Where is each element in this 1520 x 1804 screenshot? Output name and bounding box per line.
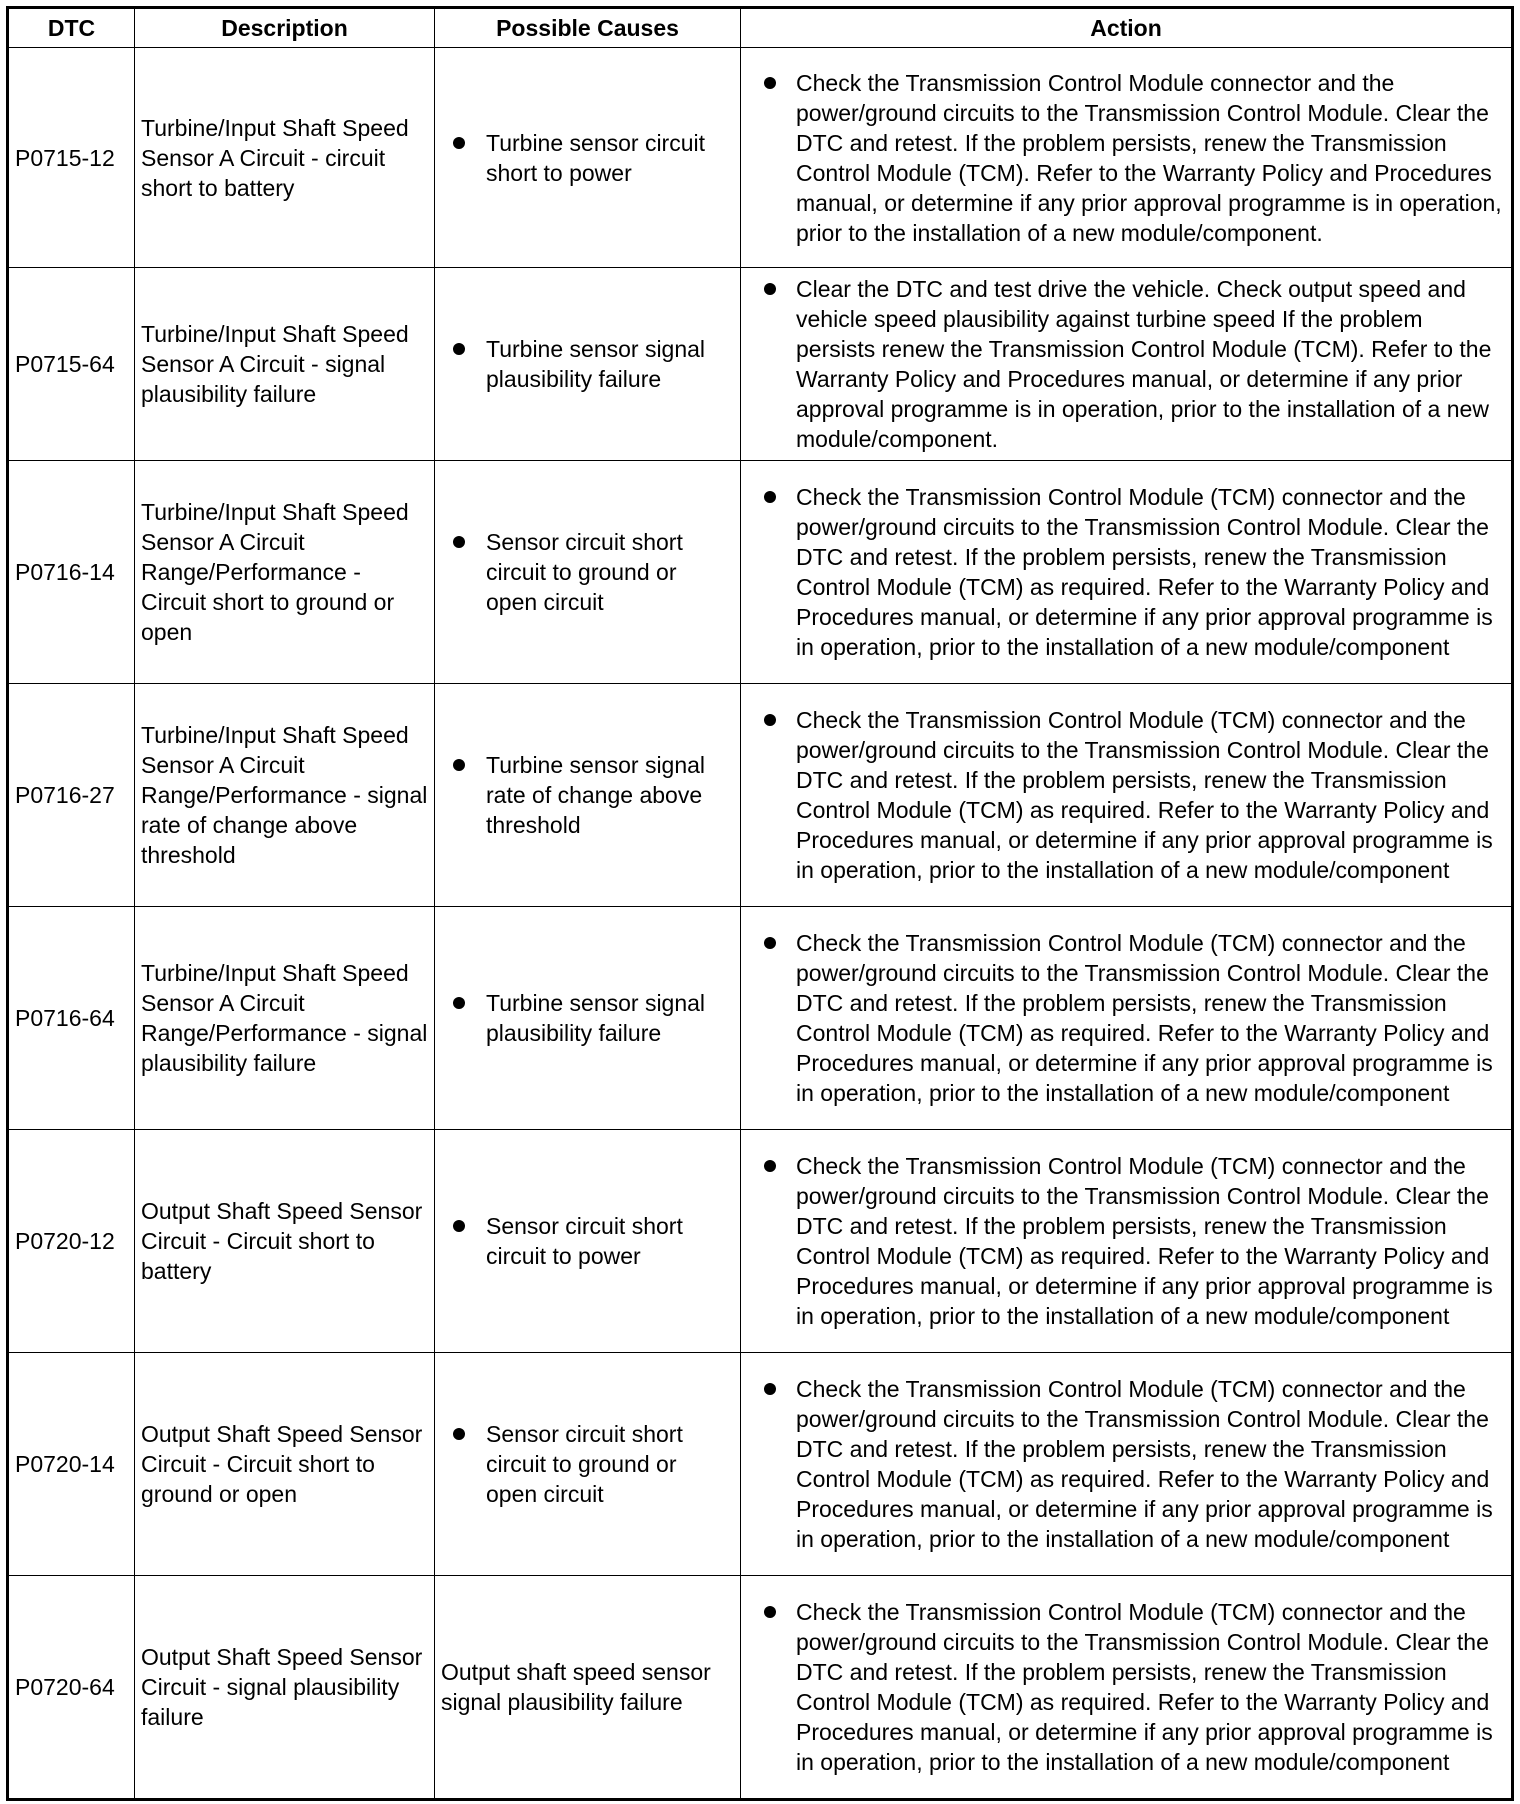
action-cell	[741, 1576, 1513, 1800]
action-text: Check the Transmission Control Module (TCM) connector and the power/ground circuits to the Transmission Control Module. Clear the DTC and retest. If the problem persists, renew the Transmission Control Module (TCM) as required. Refer to the Warranty Policy and Procedures manual, or determine if any prior approval programme is in operation, prior to the installation of a new module/component	[796, 930, 1493, 1106]
dtc-description: Turbine/Input Shaft Speed Sensor A Circuit Range/Performance - Circuit short to ground or open	[135, 461, 435, 684]
table-row	[8, 1353, 1513, 1576]
dtc-description: Turbine/Input Shaft Speed Sensor A Circuit Range/Performance - signal rate of change above threshold	[135, 684, 435, 907]
action-cell	[741, 461, 1513, 684]
possible-cause-text: Sensor circuit short circuit to ground or open circuit	[486, 529, 683, 615]
action-text: Check the Transmission Control Module (TCM) connector and the power/ground circuits to the Transmission Control Module. Clear the DTC and retest. If the problem persists, renew the Transmission Control Module (TCM) as required. Refer to the Warranty Policy and Procedures manual, or determine if any prior approval programme is in operation, prior to the installation of a new module/component	[796, 1153, 1493, 1329]
action-text: Check the Transmission Control Module connector and the power/ground circuits to the Transmission Control Module. Clear the DTC and retest. If the problem persists, renew the Transmission Control Module (TCM). Refer to the Warranty Policy and Procedures manual, or determine if any prior approval programme is in operation, prior to the installation of a new module/component.	[796, 69, 1502, 246]
action-cell	[741, 684, 1513, 907]
action-text: Check the Transmission Control Module (TCM) connector and the power/ground circuits to the Transmission Control Module. Clear the DTC and retest. If the problem persists, renew the Transmission Control Module (TCM) as required. Refer to the Warranty Policy and Procedures manual, or determine if any prior approval programme is in operation, prior to the installation of a new module/component	[796, 707, 1493, 883]
action-cell	[741, 1353, 1513, 1576]
bullet-icon	[764, 283, 776, 295]
dtc-code: P0716-14	[8, 461, 135, 684]
bullet-item	[435, 988, 734, 1048]
possible-cause-text: Turbine sensor signal rate of change above threshold	[486, 752, 706, 838]
action-text: Check the Transmission Control Module (TCM) connector and the power/ground circuits to the Transmission Control Module. Clear the DTC and retest. If the problem persists, renew the Transmission Control Module (TCM) as required. Refer to the Warranty Policy and Procedures manual, or determine if any prior approval programme is in operation, prior to the installation of a new module/component	[796, 484, 1493, 660]
bullet-icon	[453, 997, 465, 1009]
bullet-item	[747, 482, 1505, 662]
dtc-code: P0715-12	[8, 48, 135, 268]
dtc-description: Output Shaft Speed Sensor Circuit - Circuit short to ground or open	[135, 1353, 435, 1576]
bullet-icon	[764, 1383, 776, 1395]
action-text: Check the Transmission Control Module (TCM) connector and the power/ground circuits to the Transmission Control Module. Clear the DTC and retest. If the problem persists, renew the Transmission Control Module (TCM) as required. Refer to the Warranty Policy and Procedures manual, or determine if any prior approval programme is in operation, prior to the installation of a new module/component	[796, 1599, 1493, 1775]
bullet-icon	[453, 536, 465, 548]
bullet-icon	[764, 491, 776, 503]
dtc-code: P0716-64	[8, 907, 135, 1130]
table-body	[8, 48, 1513, 1800]
bullet-icon	[764, 1160, 776, 1172]
bullet-item	[435, 750, 734, 840]
bullet-icon	[453, 759, 465, 771]
bullet-item	[747, 1151, 1505, 1331]
dtc-code: P0720-64	[8, 1576, 135, 1800]
dtc-table	[6, 6, 1514, 1801]
possible-cause-cell	[435, 684, 741, 907]
bullet-item	[747, 68, 1505, 248]
dtc-description: Output Shaft Speed Sensor Circuit - Circuit short to battery	[135, 1130, 435, 1353]
bullet-icon	[453, 1428, 465, 1440]
bullet-icon	[453, 1220, 465, 1232]
possible-cause-cell	[435, 1353, 741, 1576]
bullet-item	[747, 705, 1505, 885]
possible-cause-cell	[435, 907, 741, 1130]
possible-cause-cell	[435, 1130, 741, 1353]
table-header-row	[8, 8, 1513, 48]
header-dtc: DTC	[8, 8, 135, 48]
dtc-code: P0716-27	[8, 684, 135, 907]
dtc-code: P0720-12	[8, 1130, 135, 1353]
bullet-icon	[764, 714, 776, 726]
action-cell	[741, 1130, 1513, 1353]
table-row	[8, 268, 1513, 461]
action-cell	[741, 268, 1513, 461]
bullet-item	[747, 1597, 1505, 1777]
bullet-item	[747, 1374, 1505, 1554]
possible-cause-text: Turbine sensor signal plausibility failure	[486, 990, 706, 1046]
dtc-description: Output Shaft Speed Sensor Circuit - signal plausibility failure	[135, 1576, 435, 1800]
bullet-icon	[764, 77, 776, 89]
table-row	[8, 684, 1513, 907]
dtc-code: P0720-14	[8, 1353, 135, 1576]
table-row	[8, 1130, 1513, 1353]
table-row	[8, 48, 1513, 268]
possible-cause-text: Sensor circuit short circuit to ground or open circuit	[486, 1421, 683, 1507]
possible-cause-cell	[435, 48, 741, 268]
possible-cause-cell	[435, 268, 741, 461]
bullet-item	[747, 274, 1505, 454]
action-text: Clear the DTC and test drive the vehicle. Check output speed and vehicle speed plausibility against turbine speed If the problem persists renew the Transmission Control Module (TCM). Refer to the Warranty Policy and Procedures manual, or determine if any prior approval programme is in operation, prior to the installation of a new module/component.	[796, 276, 1492, 452]
header-action: Action	[741, 8, 1513, 48]
action-text: Check the Transmission Control Module (TCM) connector and the power/ground circuits to the Transmission Control Module. Clear the DTC and retest. If the problem persists, renew the Transmission Control Module (TCM) as required. Refer to the Warranty Policy and Procedures manual, or determine if any prior approval programme is in operation, prior to the installation of a new module/component	[796, 1376, 1493, 1552]
dtc-description: Turbine/Input Shaft Speed Sensor A Circuit - circuit short to battery	[135, 48, 435, 268]
bullet-item	[435, 1211, 734, 1271]
action-cell	[741, 48, 1513, 268]
header-possible-causes: Possible Causes	[435, 8, 741, 48]
bullet-icon	[764, 937, 776, 949]
action-cell	[741, 907, 1513, 1130]
dtc-code: P0715-64	[8, 268, 135, 461]
bullet-item	[435, 128, 734, 188]
possible-cause-text: Turbine sensor signal plausibility failure	[486, 336, 706, 392]
bullet-icon	[453, 137, 465, 149]
bullet-item	[747, 928, 1505, 1108]
dtc-description: Turbine/Input Shaft Speed Sensor A Circuit Range/Performance - signal plausibility failure	[135, 907, 435, 1130]
bullet-icon	[453, 343, 465, 355]
dtc-description: Turbine/Input Shaft Speed Sensor A Circuit - signal plausibility failure	[135, 268, 435, 461]
bullet-item	[435, 334, 734, 394]
possible-cause-text: Sensor circuit short circuit to power	[486, 1213, 683, 1269]
possible-cause-cell	[435, 461, 741, 684]
bullet-item	[435, 1419, 734, 1509]
possible-cause-cell	[435, 1576, 741, 1800]
table-row	[8, 1576, 1513, 1800]
possible-cause-text: Turbine sensor circuit short to power	[486, 129, 706, 186]
possible-cause-text: Output shaft speed sensor signal plausibility failure	[441, 1659, 711, 1715]
table-row	[8, 461, 1513, 684]
bullet-icon	[764, 1606, 776, 1618]
table-row	[8, 907, 1513, 1130]
header-description: Description	[135, 8, 435, 48]
bullet-item	[435, 527, 734, 617]
